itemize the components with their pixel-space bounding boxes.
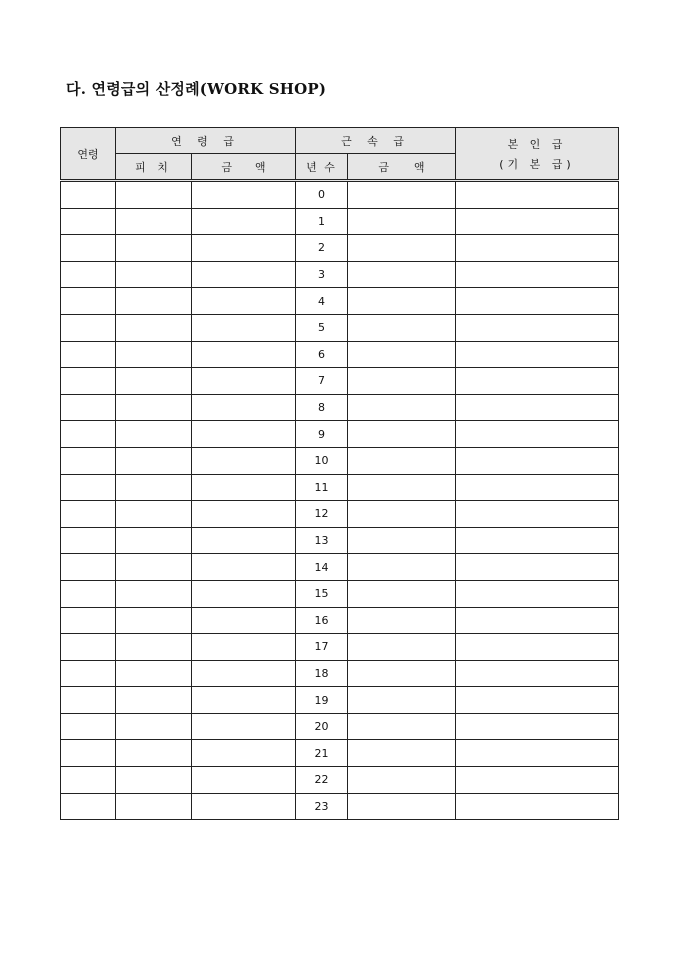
years-cell: 19 — [296, 687, 348, 714]
age-amount-header — [192, 154, 296, 181]
pitch-cell — [116, 474, 192, 501]
years-cell: 5 — [296, 314, 348, 341]
service-amount-cell — [348, 740, 456, 767]
personal-pay-cell — [456, 421, 619, 448]
years-cell: 17 — [296, 634, 348, 661]
personal-pay-cell — [456, 660, 619, 687]
age-cell — [61, 235, 116, 262]
personal-pay-cell — [456, 634, 619, 661]
table-row — [61, 447, 619, 474]
years-cell: 14 — [296, 554, 348, 581]
age-amount-cell — [192, 208, 296, 235]
pitch-cell — [116, 607, 192, 634]
years-cell: 4 — [296, 288, 348, 315]
years-header: 년 수 — [296, 154, 348, 181]
years-cell: 7 — [296, 368, 348, 395]
table-row — [61, 660, 619, 687]
age-cell — [61, 394, 116, 421]
age-amount-cell — [192, 554, 296, 581]
age-cell — [61, 580, 116, 607]
years-cell: 22 — [296, 767, 348, 794]
personal-pay-cell — [456, 181, 619, 209]
table-row — [61, 235, 619, 262]
table-row — [61, 341, 619, 368]
service-amount-cell — [348, 687, 456, 714]
table-row — [61, 288, 619, 315]
age-amount-cell — [192, 607, 296, 634]
age-cell — [61, 261, 116, 288]
table-row — [61, 687, 619, 714]
table-row — [61, 793, 619, 820]
personal-pay-cell — [456, 527, 619, 554]
pitch-cell — [116, 527, 192, 554]
amount-right-label: 액 — [413, 160, 425, 174]
personal-pay-cell — [456, 341, 619, 368]
pitch-cell — [116, 793, 192, 820]
age-amount-cell — [192, 181, 296, 209]
wage-calculation-table — [60, 127, 619, 820]
personal-pay-label: 본 인 급 — [507, 137, 567, 151]
personal-pay-cell — [456, 713, 619, 740]
table-row — [61, 607, 619, 634]
pitch-cell — [116, 421, 192, 448]
age-cell — [61, 341, 116, 368]
personal-pay-cell — [456, 607, 619, 634]
pitch-cell — [116, 341, 192, 368]
years-cell: 2 — [296, 235, 348, 262]
age-cell — [61, 447, 116, 474]
age-amount-cell — [192, 634, 296, 661]
age-cell — [61, 713, 116, 740]
personal-pay-cell — [456, 314, 619, 341]
table-row — [61, 767, 619, 794]
age-amount-cell — [192, 767, 296, 794]
table-row — [61, 580, 619, 607]
personal-pay-cell — [456, 394, 619, 421]
age-header: 연령 — [61, 128, 116, 181]
age-cell — [61, 607, 116, 634]
pitch-cell — [116, 368, 192, 395]
service-amount-cell — [348, 235, 456, 262]
service-amount-cell — [348, 474, 456, 501]
pitch-cell — [116, 554, 192, 581]
document-title: 다. 연령급의 산정례(WORK SHOP) — [66, 80, 327, 98]
table-row — [61, 713, 619, 740]
amount-left-label: 금 — [221, 160, 233, 174]
personal-pay-cell — [456, 793, 619, 820]
age-cell — [61, 527, 116, 554]
age-cell — [61, 288, 116, 315]
service-amount-cell — [348, 767, 456, 794]
service-amount-cell — [348, 501, 456, 528]
table-row — [61, 527, 619, 554]
age-amount-cell — [192, 793, 296, 820]
table-row — [61, 554, 619, 581]
age-amount-cell — [192, 447, 296, 474]
table-row — [61, 314, 619, 341]
years-cell: 15 — [296, 580, 348, 607]
pitch-cell — [116, 713, 192, 740]
amount-right-label: 액 — [254, 160, 266, 174]
pitch-cell — [116, 767, 192, 794]
age-amount-cell — [192, 501, 296, 528]
table-row — [61, 181, 619, 209]
age-cell — [61, 687, 116, 714]
table-row — [61, 474, 619, 501]
personal-pay-cell — [456, 208, 619, 235]
age-amount-cell — [192, 261, 296, 288]
age-amount-cell — [192, 368, 296, 395]
years-cell: 12 — [296, 501, 348, 528]
age-amount-cell — [192, 288, 296, 315]
personal-pay-cell — [456, 474, 619, 501]
personal-pay-cell — [456, 501, 619, 528]
age-cell — [61, 181, 116, 209]
service-amount-cell — [348, 713, 456, 740]
age-cell — [61, 634, 116, 661]
personal-pay-cell — [456, 261, 619, 288]
service-amount-cell — [348, 421, 456, 448]
age-amount-cell — [192, 527, 296, 554]
basic-pay-label: (기 본 급) — [499, 157, 575, 171]
service-amount-cell — [348, 341, 456, 368]
service-amount-cell — [348, 368, 456, 395]
service-amount-cell — [348, 554, 456, 581]
table-row — [61, 261, 619, 288]
service-amount-cell — [348, 634, 456, 661]
years-cell: 10 — [296, 447, 348, 474]
years-cell: 23 — [296, 793, 348, 820]
age-cell — [61, 660, 116, 687]
personal-pay-cell — [456, 288, 619, 315]
age-cell — [61, 368, 116, 395]
table-row — [61, 394, 619, 421]
pitch-cell — [116, 580, 192, 607]
age-amount-cell — [192, 474, 296, 501]
years-cell: 3 — [296, 261, 348, 288]
age-cell — [61, 767, 116, 794]
pitch-cell — [116, 314, 192, 341]
years-cell: 8 — [296, 394, 348, 421]
service-amount-cell — [348, 527, 456, 554]
age-amount-cell — [192, 341, 296, 368]
personal-pay-cell — [456, 580, 619, 607]
pitch-cell — [116, 740, 192, 767]
years-cell: 16 — [296, 607, 348, 634]
service-amount-cell — [348, 607, 456, 634]
table-row — [61, 501, 619, 528]
age-amount-cell — [192, 713, 296, 740]
table-row — [61, 421, 619, 448]
pitch-cell — [116, 261, 192, 288]
age-cell — [61, 314, 116, 341]
personal-pay-cell — [456, 740, 619, 767]
pitch-cell — [116, 660, 192, 687]
years-cell: 0 — [296, 181, 348, 209]
service-amount-cell — [348, 580, 456, 607]
age-cell — [61, 501, 116, 528]
amount-left-label: 금 — [378, 160, 390, 174]
pitch-cell — [116, 447, 192, 474]
age-amount-cell — [192, 580, 296, 607]
service-amount-cell — [348, 208, 456, 235]
pitch-cell — [116, 634, 192, 661]
years-cell: 9 — [296, 421, 348, 448]
service-amount-cell — [348, 261, 456, 288]
service-amount-cell — [348, 793, 456, 820]
pitch-cell — [116, 181, 192, 209]
years-cell: 20 — [296, 713, 348, 740]
service-amount-cell — [348, 314, 456, 341]
personal-pay-cell — [456, 368, 619, 395]
years-cell: 21 — [296, 740, 348, 767]
personal-pay-cell — [456, 447, 619, 474]
pitch-cell — [116, 208, 192, 235]
years-cell: 13 — [296, 527, 348, 554]
service-amount-header — [348, 154, 456, 181]
personal-pay-cell — [456, 554, 619, 581]
years-cell: 1 — [296, 208, 348, 235]
pitch-cell — [116, 394, 192, 421]
service-amount-cell — [348, 660, 456, 687]
age-cell — [61, 208, 116, 235]
age-cell — [61, 740, 116, 767]
age-amount-cell — [192, 660, 296, 687]
age-amount-cell — [192, 394, 296, 421]
service-amount-cell — [348, 447, 456, 474]
age-cell — [61, 793, 116, 820]
service-amount-cell — [348, 394, 456, 421]
age-cell — [61, 421, 116, 448]
pitch-cell — [116, 501, 192, 528]
pitch-header: 피 치 — [116, 154, 192, 181]
years-cell: 11 — [296, 474, 348, 501]
table-row — [61, 634, 619, 661]
age-amount-cell — [192, 235, 296, 262]
pitch-cell — [116, 288, 192, 315]
pitch-cell — [116, 235, 192, 262]
age-cell — [61, 474, 116, 501]
service-amount-cell — [348, 288, 456, 315]
age-cell — [61, 554, 116, 581]
age-amount-cell — [192, 314, 296, 341]
table-row — [61, 368, 619, 395]
personal-pay-cell — [456, 235, 619, 262]
personal-pay-cell — [456, 687, 619, 714]
years-cell: 18 — [296, 660, 348, 687]
table-row — [61, 740, 619, 767]
years-cell: 6 — [296, 341, 348, 368]
table-row — [61, 208, 619, 235]
age-amount-cell — [192, 421, 296, 448]
table-body — [61, 181, 619, 820]
service-amount-cell — [348, 181, 456, 209]
pitch-cell — [116, 687, 192, 714]
personal-pay-cell — [456, 767, 619, 794]
personal-pay-header — [456, 128, 619, 181]
age-amount-cell — [192, 740, 296, 767]
age-amount-cell — [192, 687, 296, 714]
service-pay-header: 근 속 급 — [296, 128, 456, 154]
age-pay-header: 연 령 급 — [116, 128, 296, 154]
